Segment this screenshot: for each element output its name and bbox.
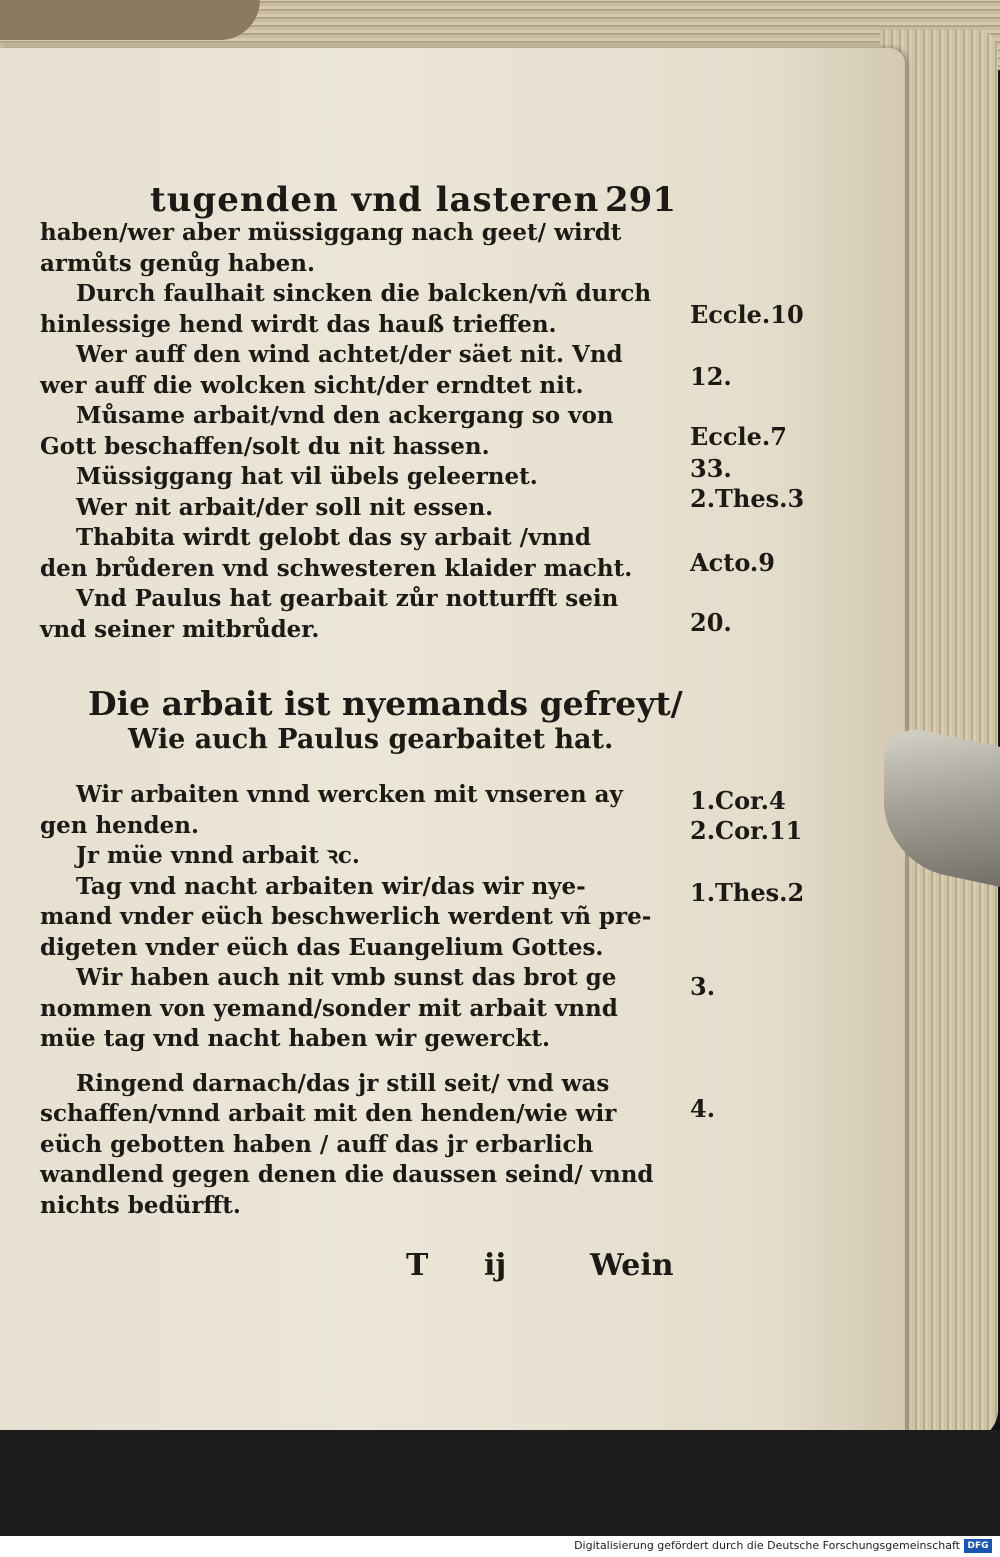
text-line: mand vnder eüch beschwerlich werdent vñ pre- — [40, 903, 652, 930]
margin-reference: 4. — [690, 1094, 716, 1123]
text-line: Wer nit arbait/der soll nit essen. — [76, 493, 494, 521]
section-subheading: Wie auch Paulus gearbaitet hat. — [128, 724, 614, 755]
margin-reference: 2.Cor.11 — [690, 816, 803, 845]
text-line: Wir haben auch nit vmb sunst das brot ge — [76, 964, 617, 991]
text-line: wer auff die wolcken sicht/der erndtet nit. — [40, 371, 584, 399]
margin-reference: Acto.9 — [690, 548, 775, 577]
margin-reference: 3. — [690, 972, 716, 1001]
signature-mark: T — [406, 1248, 429, 1283]
margin-reference: 1.Cor.4 — [690, 786, 786, 815]
text-line: Ringend darnach/das jr still seit/ vnd was — [76, 1069, 610, 1097]
text-line: Jr müe vnnd arbait ꝛc. — [76, 842, 360, 869]
text-block-1 — [40, 218, 700, 645]
margin-reference: 12. — [690, 362, 732, 391]
text-line: nichts bedürfft. — [40, 1191, 241, 1219]
catchword: Wein — [590, 1248, 674, 1283]
signature-mark-number: ij — [484, 1248, 507, 1283]
text-line: eüch gebotten haben / auff das jr erbarlich — [40, 1130, 594, 1158]
dfg-logo: DFG — [964, 1539, 992, 1553]
text-line: hinlessige hend wirdt das hauß trieffen. — [40, 310, 557, 338]
margin-reference: 2.Thes.3 — [690, 484, 805, 513]
margin-reference: 33. — [690, 454, 732, 483]
text-line: Tag vnd nacht arbaiten wir/das wir nye- — [76, 872, 586, 900]
text-line: wandlend gegen denen die daussen seind/ vnnd — [40, 1161, 654, 1188]
footer-credit: Digitalisierung gefördert durch die Deutsche Forschungsgemeinschaft — [574, 1539, 960, 1552]
book-spine — [0, 0, 260, 40]
text-line: schaffen/vnnd arbait mit den henden/wie wir — [40, 1100, 617, 1127]
text-line: den brůderen vnd schwesteren klaider macht. — [40, 554, 633, 582]
text-block-2 — [40, 780, 700, 1221]
background-band — [0, 1430, 1000, 1536]
text-line: Müssiggang hat vil übels geleernet. — [76, 463, 538, 490]
margin-reference: 20. — [690, 608, 732, 637]
text-line: digeten vnder eüch das Euangelium Gottes. — [40, 933, 604, 961]
section-heading: Die arbait ist nyemands gefreyt/ — [88, 684, 683, 723]
text-line: Vnd Paulus hat gearbait zůr notturfft sein — [76, 585, 619, 612]
text-line: Thabita wirdt gelobt das sy arbait /vnnd — [76, 524, 591, 551]
text-line: vnd seiner mitbrůder. — [40, 615, 320, 643]
text-line: müe tag vnd nacht haben wir gewerckt. — [40, 1025, 551, 1052]
text-line: armůts genůg haben. — [40, 249, 315, 277]
paragraph-gap — [40, 1055, 700, 1069]
margin-reference: Eccle.7 — [690, 422, 787, 451]
running-head: tugenden vnd lasteren — [150, 180, 600, 220]
footer-bar — [0, 1536, 1000, 1557]
text-line: Gott beschaffen/solt du nit hassen. — [40, 432, 490, 460]
text-line: haben/wer aber müssiggang nach geet/ wirdt — [40, 219, 622, 246]
text-line: Wir arbaiten vnnd wercken mit vnseren ay — [76, 781, 623, 808]
margin-reference: 1.Thes.2 — [690, 878, 805, 907]
text-line: gen henden. — [40, 811, 199, 839]
text-line: Durch faulhait sincken die balcken/vñ durch — [76, 280, 652, 307]
text-line: Můsame arbait/vnd den ackergang so von — [76, 402, 614, 429]
margin-reference: Eccle.10 — [690, 300, 804, 329]
text-line: nommen von yemand/sonder mit arbait vnnd — [40, 994, 618, 1022]
page-number: 291 — [605, 180, 676, 220]
text-line: Wer auff den wind achtet/der säet nit. Vnd — [76, 341, 623, 368]
